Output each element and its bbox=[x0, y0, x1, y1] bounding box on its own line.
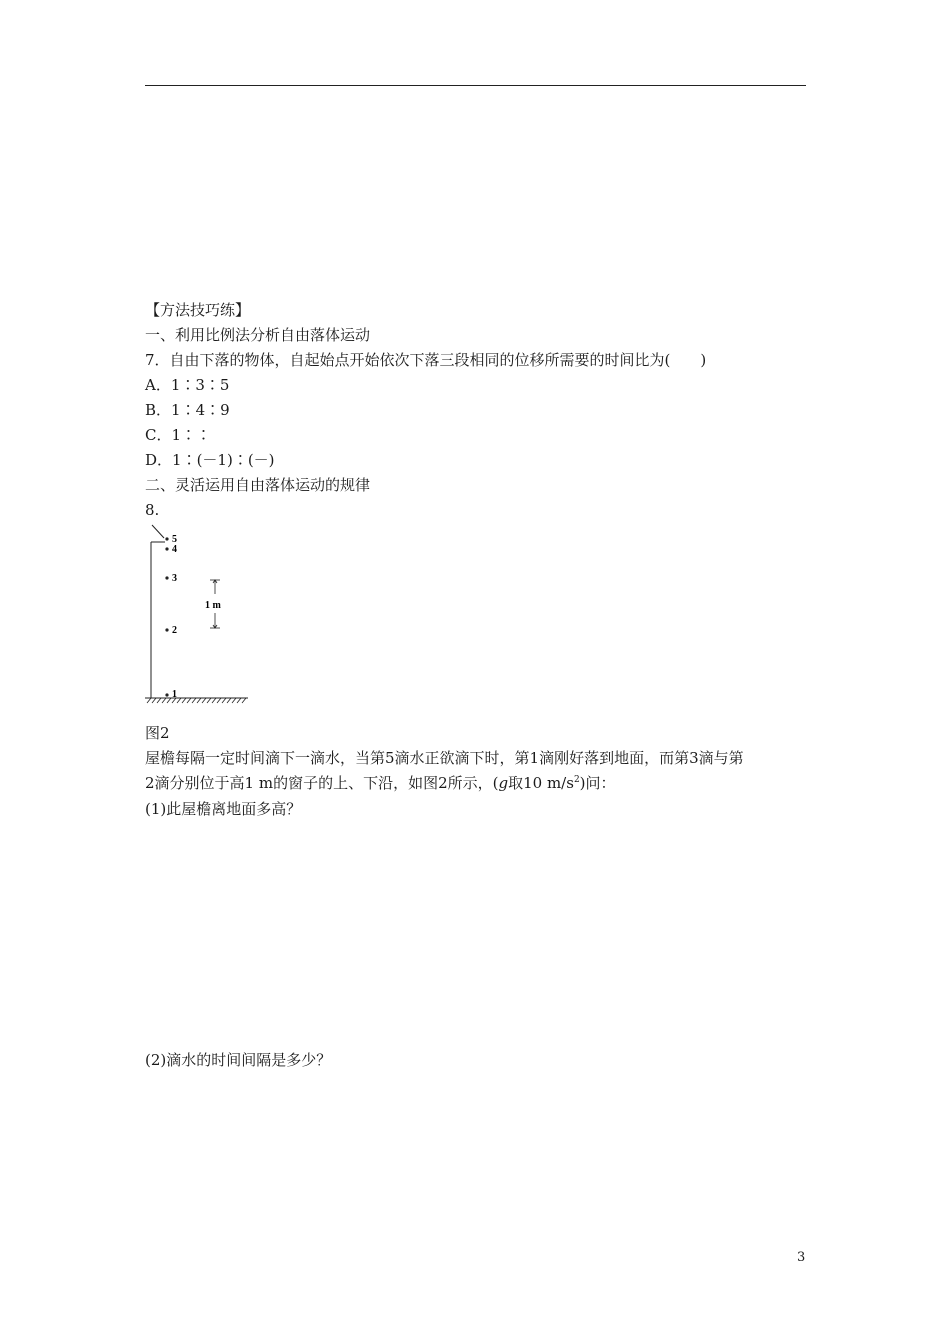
option-a: A．1∶3∶5 bbox=[145, 376, 230, 394]
figure-caption: 图2 bbox=[145, 724, 170, 742]
option-c: C．1∶∶ bbox=[145, 426, 212, 444]
question-8-stem-line2 bbox=[145, 773, 616, 793]
part1-title: 一、利用比例法分析自由落体运动 bbox=[145, 326, 371, 344]
gravity-symbol: g bbox=[498, 774, 509, 792]
dimension-label: 1 m bbox=[205, 600, 221, 611]
drop-label-3: 3 bbox=[172, 573, 177, 584]
eave-line bbox=[152, 525, 164, 538]
ground-hatch bbox=[145, 698, 248, 703]
stem-part-a: 2滴分别位于高1 m的窗子的上、下沿，如图2所示，( bbox=[145, 774, 499, 792]
question-8-number: 8. bbox=[145, 501, 160, 519]
drop-label-1: 1 bbox=[172, 689, 177, 700]
sub-question-2: (2)滴水的时间间隔是多少？ bbox=[145, 1051, 332, 1069]
sub-question-1: (1)此屋檐离地面多高？ bbox=[145, 800, 302, 818]
unit-exponent: 2 bbox=[573, 775, 580, 785]
part2-title: 二、灵活运用自由落体运动的规律 bbox=[145, 476, 371, 494]
stem-part-b: 取10 m/s bbox=[508, 774, 574, 792]
option-d: D．1∶(－1)∶(－) bbox=[145, 451, 275, 469]
water-drop-figure bbox=[140, 520, 260, 710]
question-7-stem: 7．自由下落的物体，自起始点开始依次下落三段相同的位移所需要的时间比为( ) bbox=[145, 351, 707, 369]
header-rule bbox=[145, 85, 806, 86]
drop-1 bbox=[165, 693, 168, 696]
drop-3 bbox=[165, 576, 168, 579]
drop-4 bbox=[165, 547, 168, 550]
stem-part-c: )问： bbox=[579, 774, 616, 792]
page-number: 3 bbox=[797, 1250, 806, 1265]
drop-label-5: 5 bbox=[172, 534, 177, 545]
drop-5 bbox=[165, 537, 168, 540]
drop-label-2: 2 bbox=[172, 625, 177, 636]
drop-label-4: 4 bbox=[172, 544, 177, 555]
section-header: 【方法技巧练】 bbox=[145, 301, 251, 319]
question-8-stem-line1: 屋檐每隔一定时间滴下一滴水，当第5滴水正欲滴下时，第1滴刚好落到地面，而第3滴与第 bbox=[145, 749, 744, 767]
option-b: B．1∶4∶9 bbox=[145, 401, 230, 419]
drop-2 bbox=[165, 628, 168, 631]
